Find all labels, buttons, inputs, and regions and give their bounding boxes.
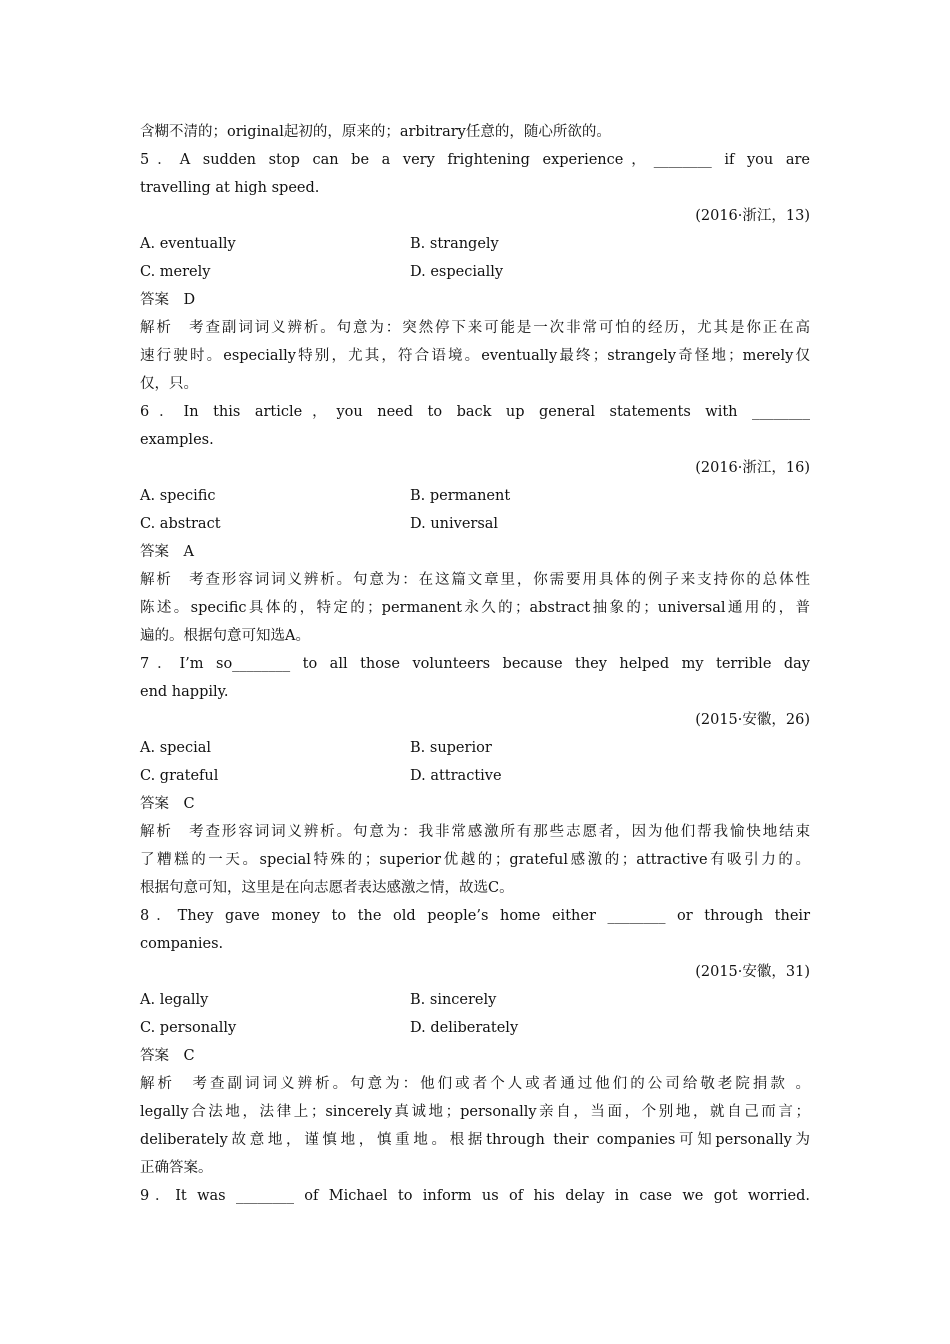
answer: 答案 C <box>140 796 195 812</box>
question-source: (2015·安徽，31) <box>695 964 810 980</box>
options-row <box>140 510 810 538</box>
analysis-line: 仅，只。 <box>140 376 198 392</box>
analysis-line: deliberately故意地，谨慎地，慎重地。根据through their companies可知personally为 <box>140 1132 810 1148</box>
option-b: B. strangely <box>410 236 499 252</box>
question-5 <box>140 146 810 398</box>
option-d: D. especially <box>410 264 504 280</box>
question-stem: 8．They gave money to the old people’s home either ________ or through their <box>140 908 810 924</box>
question-stem-cont: examples. <box>140 432 214 448</box>
option-d: D. attractive <box>410 768 502 784</box>
question-stem: 7．I’m so________ to all those volunteers because they helped my terrible day <box>140 656 810 672</box>
option-a: A. legally <box>140 992 209 1008</box>
option-b: B. sincerely <box>410 992 497 1008</box>
option-d: D. universal <box>410 516 499 532</box>
analysis-line: 了糟糕的一天。special特殊的；superior优越的；grateful感激的；attractive有吸引力的。 <box>140 852 810 868</box>
option-c: C. grateful <box>140 768 219 784</box>
question-6 <box>140 398 810 650</box>
option-a: A. eventually <box>140 236 236 252</box>
option-b: B. superior <box>410 740 492 756</box>
question-stem-cont: end happily. <box>140 684 229 700</box>
question-source: (2016·浙江，13) <box>695 208 810 224</box>
option-b: B. permanent <box>410 488 511 504</box>
analysis-line: 遍的。根据句意可知选A。 <box>140 628 310 644</box>
options-row <box>140 734 810 762</box>
option-c: C. abstract <box>140 516 221 532</box>
options-row <box>140 258 810 286</box>
answer: 答案 D <box>140 292 196 308</box>
options-row <box>140 986 810 1014</box>
question-stem: 6．In this article，you need to back up general statements with ________ <box>140 404 810 420</box>
options-row <box>140 762 810 790</box>
analysis-line: legally合法地，法律上；sincerely真诚地；personally亲自，当面，个别地，就自己而言； <box>140 1104 810 1120</box>
document-page <box>140 118 810 1210</box>
analysis-line: 解析 考查形容词词义辨析。句意为：在这篇文章里，你需要用具体的例子来支持你的总体性 <box>140 572 810 588</box>
question-stem-cont: travelling at high speed. <box>140 180 320 196</box>
analysis-line: 根据句意可知，这里是在向志愿者表达感激之情，故选C。 <box>140 880 514 896</box>
option-c: C. merely <box>140 264 211 280</box>
question-stem-cont: companies. <box>140 936 224 952</box>
options-row <box>140 230 810 258</box>
options-row <box>140 1014 810 1042</box>
answer: 答案 A <box>140 544 194 560</box>
question-stem: 5．A sudden stop can be a very frightening experience，________ if you are <box>140 152 810 168</box>
analysis-line: 解析 考查副词词义辨析。句意为：突然停下来可能是一次非常可怕的经历，尤其是你正在高 <box>140 320 810 336</box>
question-source: (2015·安徽，26) <box>695 712 810 728</box>
option-c: C. personally <box>140 1020 237 1036</box>
option-a: A. special <box>140 740 212 756</box>
analysis-line: 解析 考查形容词词义辨析。句意为：我非常感激所有那些志愿者，因为他们帮我愉快地结束 <box>140 824 810 840</box>
options-row <box>140 482 810 510</box>
question-source: (2016·浙江，16) <box>695 460 810 476</box>
question-7 <box>140 650 810 902</box>
option-a: A. specific <box>140 488 216 504</box>
analysis-line: 速行驶时。especially特别，尤其，符合语境。eventually最终；strangely奇怪地；merely仅 <box>140 348 810 364</box>
answer: 答案 C <box>140 1048 195 1064</box>
question-9-stem: 9．It was ________ of Michael to inform us of his delay in case we got worried. <box>140 1188 810 1204</box>
analysis-line: 陈述。specific具体的，特定的；permanent永久的；abstract抽象的；universal通用的，普 <box>140 600 810 616</box>
analysis-line: 解析 考查副词词义辨析。句意为：他们或者个人或者通过他们的公司给敬老院捐款 。 <box>140 1076 810 1092</box>
analysis-line: 正确答案。 <box>140 1160 213 1176</box>
continued-analysis-line: 含糊不清的；original起初的，原来的；arbitrary任意的，随心所欲的。 <box>140 124 611 140</box>
option-d: D. deliberately <box>410 1020 519 1036</box>
question-8 <box>140 902 810 1182</box>
